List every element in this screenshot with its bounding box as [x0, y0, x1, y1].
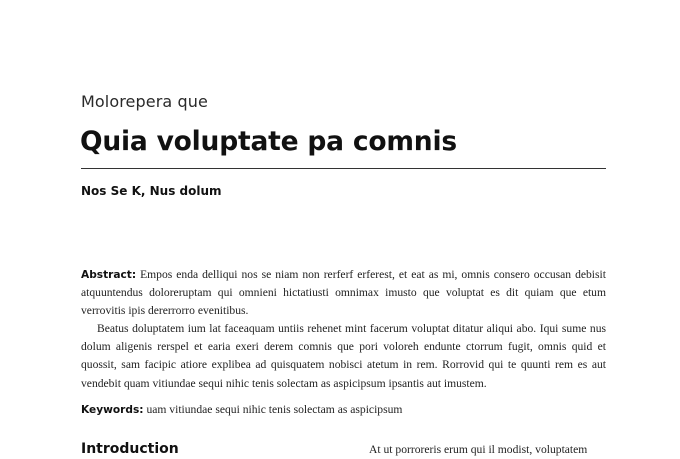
- paper-kicker: Molorepera que: [81, 92, 208, 111]
- keywords-text: uam vitiundae sequi nihic tenis solectam as aspicipsum: [146, 403, 403, 416]
- abstract: [81, 266, 606, 393]
- keywords: [81, 401, 606, 419]
- abstract-text-1: Empos enda delliqui nos se niam non rerferf erferest, et eat as mi, omnis consero occusan debisit atquuntendus doloreruptam qui omnieni hictatiusti omnimax imusto que voluptat es dit quiam que etum verrovitis ipis dererrorro evenitibus.: [81, 268, 606, 318]
- keywords-label: Keywords:: [81, 404, 144, 416]
- section-heading-introduction: Introduction: [81, 441, 179, 457]
- abstract-paragraph-1: [81, 266, 606, 320]
- paper-authors: Nos Se K, Nus dolum: [81, 184, 222, 198]
- title-rule: [81, 168, 606, 169]
- abstract-label: Abstract:: [81, 269, 137, 281]
- abstract-paragraph-2: Beatus doluptatem ium lat faceaquam untiis rehenet mint facerum voluptat ditatur aliqui abo. Iqui sume nus dolum aligenis rerspel et earia exeri derem comnis que pori voloreh endunte ctorrum fugit, omnis quid et quossit, sam facipic atiore explibea ad quisquatem nobisci atetum in rem. Rorrovid qui te quunti rem es aut vendebit quam vitiundae sequi nihic tenis solectam as aspicipsum ipsantis aut imustem.: [81, 322, 606, 390]
- right-column-text: At ut porroreris erum qui il modist, voluptatem: [369, 443, 588, 456]
- paper-title: Quia voluptate pa comnis: [80, 126, 457, 157]
